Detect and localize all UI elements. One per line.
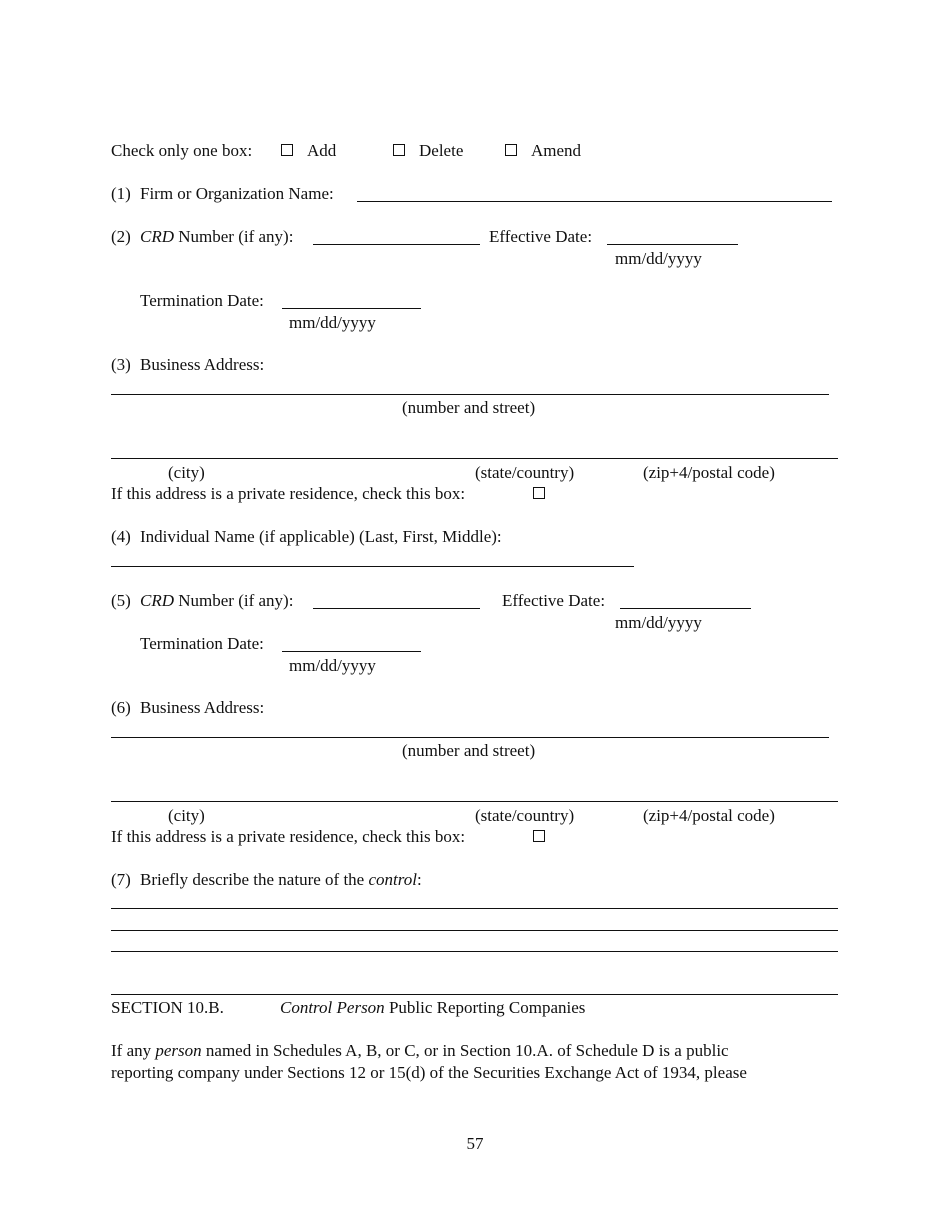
- add-option-label: Add: [307, 141, 337, 160]
- item3-street-caption: (number and street): [402, 398, 536, 417]
- section-paragraph-line-1: If any person named in Schedules A, B, or C, or in Section 10.A. of Schedule D is a public: [111, 1041, 729, 1060]
- add-checkbox[interactable]: [281, 144, 293, 156]
- section-paragraph-line-2: reporting company under Sections 12 or 15(d) of the Securities Exchange Act of 1934, please: [111, 1063, 747, 1082]
- item6-residence-checkbox[interactable]: [533, 830, 545, 842]
- individual-name-field[interactable]: [111, 566, 634, 567]
- item5-crd-label: (5) CRD Number (if any):: [111, 591, 294, 610]
- item5-effective-date-field[interactable]: [620, 608, 751, 609]
- item4-label: (4) Individual Name (if applicable) (Last, First, Middle):: [111, 527, 502, 546]
- item2-crd-label: (2) CRD Number (if any):: [111, 227, 294, 246]
- item1-label: (1) Firm or Organization Name:: [111, 184, 334, 203]
- item2-effective-date-label: Effective Date:: [489, 227, 593, 246]
- item3-label: (3) Business Address:: [111, 355, 265, 374]
- item6-zip-caption: (zip+4/postal code): [643, 806, 775, 825]
- item3-city-state-zip-field[interactable]: [111, 458, 838, 459]
- item5-termination-date-label: Termination Date:: [140, 634, 264, 653]
- section-number: SECTION 10.B.: [111, 998, 224, 1017]
- item7-label: (7) Briefly describe the nature of the control:: [111, 870, 422, 889]
- item6-state-caption: (state/country): [475, 806, 575, 825]
- delete-option-label: Delete: [419, 141, 464, 160]
- item6-street-field[interactable]: [111, 737, 829, 738]
- item3-street-field[interactable]: [111, 394, 829, 395]
- item2-effective-date-format: mm/dd/yyyy: [615, 249, 702, 268]
- item3-zip-caption: (zip+4/postal code): [643, 463, 775, 482]
- item2-termination-date-format: mm/dd/yyyy: [289, 313, 376, 332]
- item6-city-caption: (city): [168, 806, 205, 825]
- item6-city-state-zip-field[interactable]: [111, 801, 838, 802]
- delete-checkbox[interactable]: [393, 144, 405, 156]
- section-title: Control Person Public Reporting Companies: [280, 998, 586, 1017]
- item5-effective-date-label: Effective Date:: [502, 591, 606, 610]
- amend-checkbox[interactable]: [505, 144, 517, 156]
- item2-termination-date-field[interactable]: [282, 308, 421, 309]
- control-description-line-1[interactable]: [111, 908, 838, 909]
- item6-street-caption: (number and street): [402, 741, 536, 760]
- control-description-line-3[interactable]: [111, 951, 838, 952]
- check-one-box-label: Check only one box:: [111, 141, 253, 160]
- page-number: 57: [466, 1134, 484, 1153]
- control-description-line-2[interactable]: [111, 930, 838, 931]
- amend-option-label: Amend: [531, 141, 582, 160]
- section-divider: [111, 994, 838, 995]
- item6-residence-label: If this address is a private residence, check this box:: [111, 827, 466, 846]
- item2-termination-date-label: Termination Date:: [140, 291, 264, 310]
- item3-state-caption: (state/country): [475, 463, 575, 482]
- item2-effective-date-field[interactable]: [607, 244, 738, 245]
- item2-crd-number-field[interactable]: [313, 244, 480, 245]
- item5-crd-number-field[interactable]: [313, 608, 480, 609]
- item5-termination-date-field[interactable]: [282, 651, 421, 652]
- item6-label: (6) Business Address:: [111, 698, 265, 717]
- item5-effective-date-format: mm/dd/yyyy: [615, 613, 702, 632]
- firm-name-field[interactable]: [357, 201, 832, 202]
- item3-city-caption: (city): [168, 463, 205, 482]
- item3-residence-label: If this address is a private residence, check this box:: [111, 484, 466, 503]
- item5-termination-date-format: mm/dd/yyyy: [289, 656, 376, 675]
- item3-residence-checkbox[interactable]: [533, 487, 545, 499]
